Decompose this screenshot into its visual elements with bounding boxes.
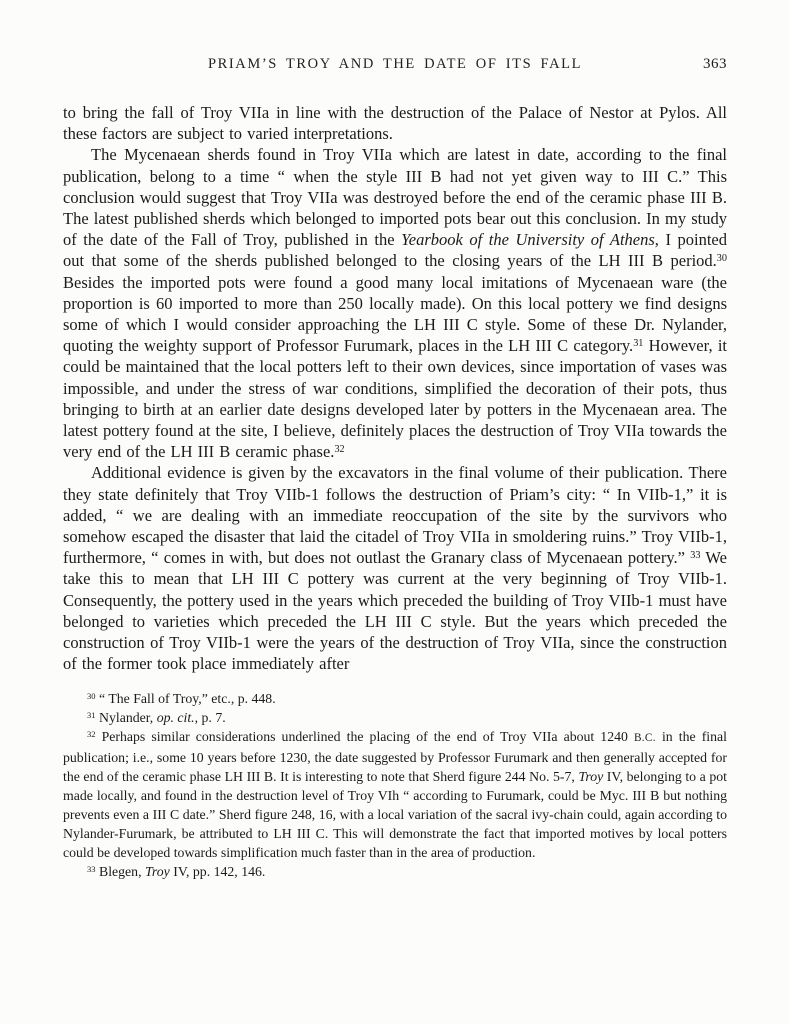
footnote-marker: 32 [334, 444, 345, 456]
italic-text: Troy [578, 769, 604, 785]
running-title: PRIAM’S TROY AND THE DATE OF ITS FALL [207, 56, 583, 72]
italic-text: Yearbook of the University of Athens [401, 230, 655, 250]
page-number: 363 [703, 56, 727, 72]
article-body [63, 102, 727, 674]
footnote-marker: 30 [716, 253, 727, 265]
footnote: $^{33}$ Blegen, Troy IV, pp. 142, 146. [87, 864, 266, 880]
footnote-marker: 31 [87, 710, 96, 721]
small-caps-text: B.C. [633, 732, 656, 745]
footnote-marker: 31 [633, 338, 644, 350]
footnotes-section [63, 689, 727, 881]
footnote-marker: 33 [690, 550, 701, 562]
italic-text: op. cit. [156, 710, 195, 726]
footnote: $^{32}$ Perhaps similar considerations underlined the placing of the end of Troy VIIa about 1240 B.C. in the final publication; i.e., some 10 years before 1230, the date suggested by Professor Furumark and then generally accepted for the end of the ceramic phase LH III B. It is interesting to note that Sherd figure 244 No. 5-7, Troy IV, belonging to a pot made locally, and found in the destruction level of Troy VIh “ according to Furumark, could be Myc. III B but nothing prevents even a III C date.” Sherd figure 248, 16, with a local variation of the sacral ivy-chain could, again according to Nylander-Furumark, be attributed to LH III C. This will demonstrate the fact that imported motives by local potters could be developed towards simplification much faster than in the area of production. [63, 729, 727, 861]
page-header [63, 56, 727, 78]
body-paragraph: to bring the fall of Troy VIIa in line with the destruction of the Palace of Nestor at Pylos. All these factors are subject to varied interpretations. [63, 103, 727, 144]
body-paragraph: Additional evidence is given by the excavators in the final volume of their publication. There they state definitely that Troy VIIb-1 follows the destruction of Priam’s city: “ In VIIb-1,” it is added, “ we are dealing with an immediate reoccupation of the site by the survivors who somehow escaped the disaster that laid the citadel of Troy VIIa in smoldering ruins.” Troy VIIb-1, furthermore, “ comes in with, but does not outlast the Granary class of Mycenaean pottery.” $^{33}$ We take this to mean that LH III C pottery was current at the very beginning of Troy VIIb-1. Consequently, the pottery used in the years which preceded the building of Troy VIIb-1 must have belonged to varieties which preceded the LH III C style. But the years which preceded the construction of Troy VIIb-1 were the years of the destruction of Troy VIIa, since the construction of the former took place immediately after [63, 463, 727, 674]
footnote-marker: 32 [87, 729, 96, 740]
footnote-marker: 30 [87, 691, 96, 702]
footnote: $^{31}$ Nylander, op. cit., p. 7. [87, 710, 226, 726]
footnote: $^{30}$ “ The Fall of Troy,” etc., p. 448. [87, 691, 276, 707]
italic-text: Troy [144, 864, 170, 880]
footnote-marker: 33 [87, 864, 96, 875]
body-paragraph: The Mycenaean sherds found in Troy VIIa which are latest in date, according to the final publication, belong to a time “ when the style III B had not yet given way to III C.” This conclusion would suggest that Troy VIIa was destroyed before the end of the ceramic phase III B. The latest published sherds which belonged to imported pots bear out this conclusion. In my study of the date of the Fall of Troy, published in the Yearbook of the University of Athens, I pointed out that some of the sherds published belonged to the closing years of the LH III B period.$^{30}$ Besides the imported pots were found a good many local imitations of Mycenaean ware (the proportion is 60 imported to more than 250 locally made). On this local pottery we find designs some of which I would consider approaching the LH III C style. Some of these Dr. Nylander, quoting the weighty support of Professor Furumark, places in the LH III C category.$^{31}$ However, it could be maintained that the local potters left to their own devices, since importation of vases was impossible, and under the stress of war conditions, simplified the decoration of their pots, thus bringing to birth at an earlier date designs developed later by potters in the Mycenaean area. The latest pottery found at the site, I believe, definitely places the destruction of Troy VIIa towards the very end of the LH III B ceramic phase.$^{32}$ [63, 145, 727, 462]
